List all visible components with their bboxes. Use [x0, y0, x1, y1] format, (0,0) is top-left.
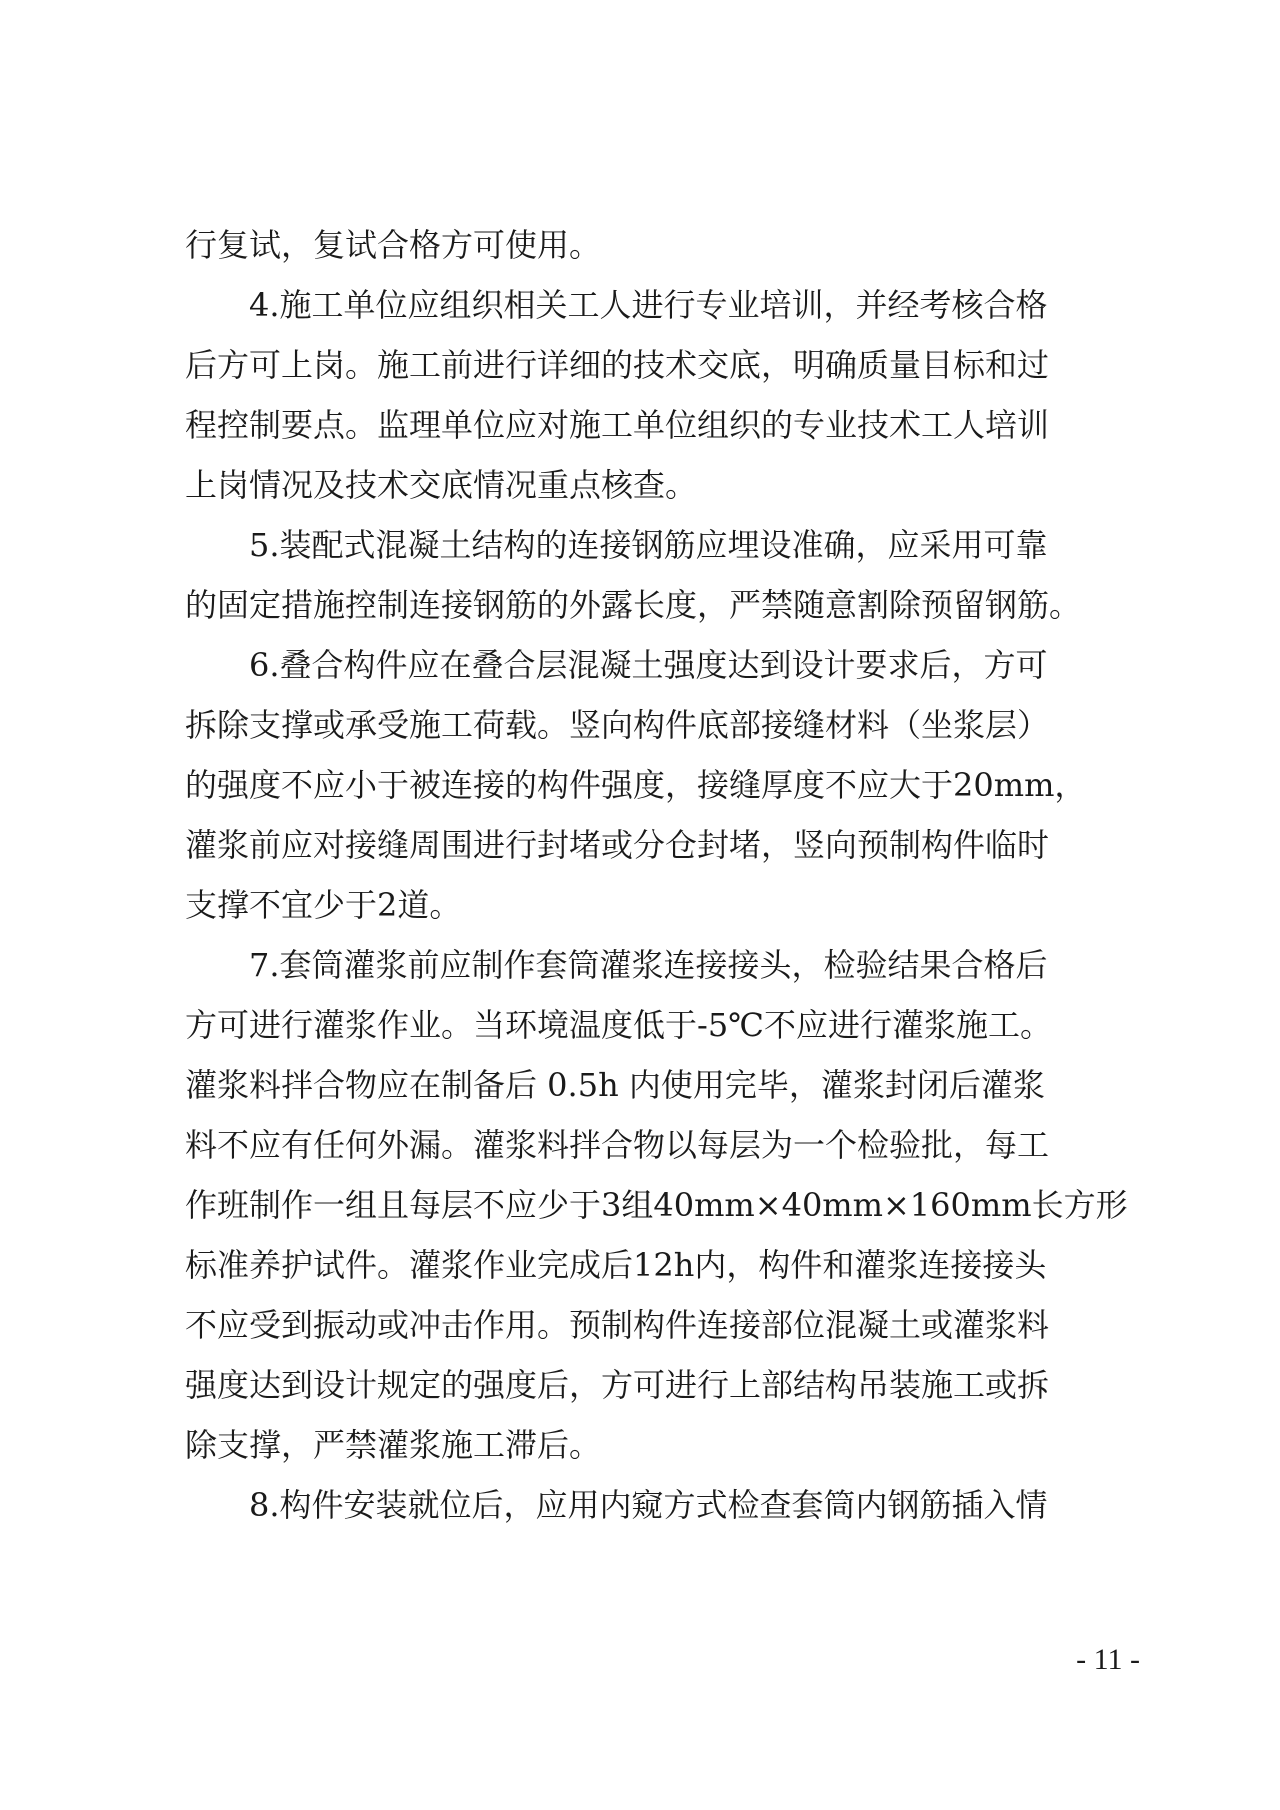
text-line: 料不应有任何外漏。灌浆料拌合物以每层为一个检验批，每工 [185, 1126, 1050, 1164]
text-line: 灌浆前应对接缝周围进行封堵或分仓封堵，竖向预制构件临时 [185, 826, 1050, 864]
text-line: 灌浆料拌合物应在制备后 0.5h 内使用完毕，灌浆封闭后灌浆 [185, 1066, 1045, 1104]
text-line: 拆除支撑或承受施工荷载。竖向构件底部接缝材料（坐浆层） [185, 706, 1050, 744]
text-line: 6.叠合构件应在叠合层混凝土强度达到设计要求后，方可 [249, 646, 1048, 684]
text-line: 方可进行灌浆作业。当环境温度低于-5℃不应进行灌浆施工。 [185, 1006, 1052, 1044]
page-number: - 11 - [1076, 1643, 1140, 1676]
text-line: 不应受到振动或冲击作用。预制构件连接部位混凝土或灌浆料 [185, 1306, 1050, 1344]
text-line: 支撑不宜少于2道。 [185, 886, 462, 924]
text-line: 的强度不应小于被连接的构件强度，接缝厚度不应大于20mm， [185, 766, 1087, 804]
text-line: 行复试，复试合格方可使用。 [185, 226, 602, 264]
text-line: 程控制要点。监理单位应对施工单位组织的专业技术工人培训 [185, 406, 1050, 444]
text-line: 5.装配式混凝土结构的连接钢筋应埋设准确，应采用可靠 [249, 526, 1048, 564]
text-line: 除支撑，严禁灌浆施工滞后。 [185, 1426, 602, 1464]
text-line: 后方可上岗。施工前进行详细的技术交底，明确质量目标和过 [185, 346, 1050, 384]
text-line: 强度达到设计规定的强度后，方可进行上部结构吊装施工或拆 [185, 1366, 1050, 1404]
text-line: 4.施工单位应组织相关工人进行专业培训，并经考核合格 [249, 286, 1048, 324]
text-line: 作班制作一组且每层不应少于3组40mm×40mm×160mm长方形 [185, 1186, 1128, 1224]
text-line: 上岗情况及技术交底情况重点核查。 [185, 466, 698, 504]
text-line: 7.套筒灌浆前应制作套筒灌浆连接接头，检验结果合格后 [249, 946, 1048, 984]
text-line: 标准养护试件。灌浆作业完成后12h内，构件和灌浆连接接头 [185, 1246, 1047, 1284]
text-line: 8.构件安装就位后，应用内窥方式检查套筒内钢筋插入情 [249, 1486, 1048, 1524]
text-line: 的固定措施控制连接钢筋的外露长度，严禁随意割除预留钢筋。 [185, 586, 1082, 624]
